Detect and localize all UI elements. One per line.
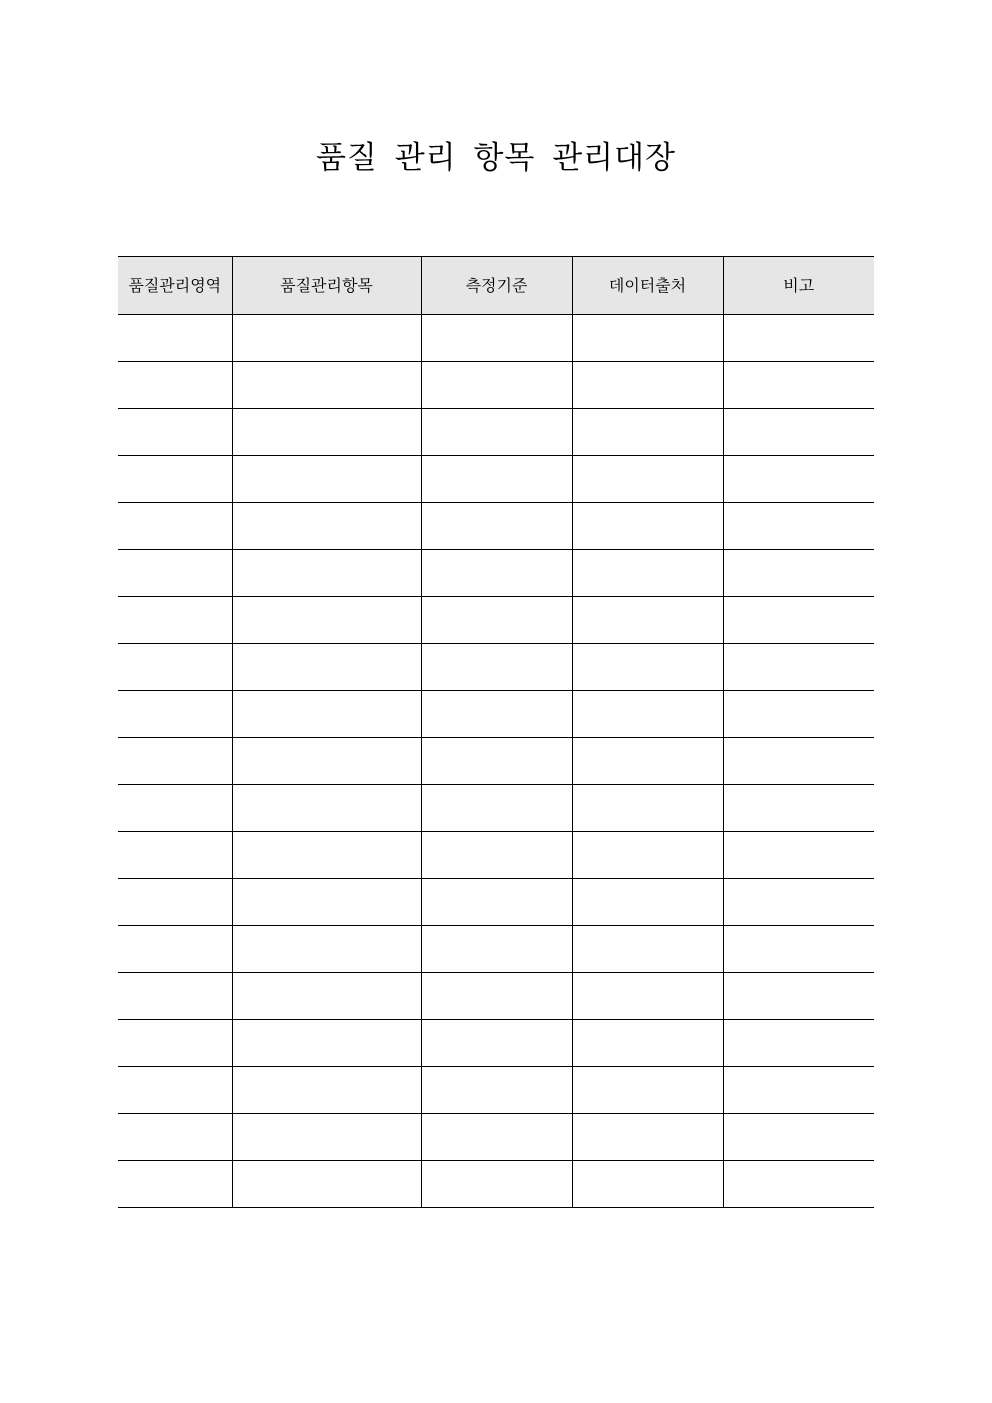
- cell-data-source: [572, 691, 723, 738]
- cell-remarks: [723, 879, 874, 926]
- cell-quality-item: [232, 1067, 421, 1114]
- cell-quality-item: [232, 973, 421, 1020]
- cell-data-source: [572, 1114, 723, 1161]
- cell-quality-area: [118, 550, 232, 597]
- table-row: [118, 691, 874, 738]
- cell-measurement-criteria: [421, 362, 572, 409]
- table-row: [118, 1020, 874, 1067]
- cell-data-source: [572, 1020, 723, 1067]
- cell-quality-item: [232, 832, 421, 879]
- table-row: [118, 597, 874, 644]
- cell-quality-area: [118, 409, 232, 456]
- cell-quality-area: [118, 597, 232, 644]
- table-row: [118, 973, 874, 1020]
- cell-data-source: [572, 644, 723, 691]
- table-row: [118, 926, 874, 973]
- cell-remarks: [723, 1020, 874, 1067]
- cell-remarks: [723, 362, 874, 409]
- cell-measurement-criteria: [421, 738, 572, 785]
- cell-data-source: [572, 738, 723, 785]
- table-header-row: [118, 257, 874, 315]
- cell-measurement-criteria: [421, 409, 572, 456]
- table-row: [118, 362, 874, 409]
- table-row: [118, 1161, 874, 1208]
- table-row: [118, 1114, 874, 1161]
- cell-quality-item: [232, 456, 421, 503]
- table-row: [118, 644, 874, 691]
- cell-measurement-criteria: [421, 926, 572, 973]
- cell-data-source: [572, 926, 723, 973]
- cell-quality-area: [118, 315, 232, 362]
- cell-measurement-criteria: [421, 832, 572, 879]
- cell-quality-area: [118, 644, 232, 691]
- cell-measurement-criteria: [421, 644, 572, 691]
- table-row: [118, 550, 874, 597]
- cell-quality-item: [232, 879, 421, 926]
- cell-remarks: [723, 926, 874, 973]
- cell-remarks: [723, 456, 874, 503]
- table-row: [118, 785, 874, 832]
- cell-measurement-criteria: [421, 691, 572, 738]
- table-row: [118, 456, 874, 503]
- cell-measurement-criteria: [421, 1114, 572, 1161]
- cell-quality-area: [118, 973, 232, 1020]
- cell-quality-area: [118, 1067, 232, 1114]
- cell-remarks: [723, 1161, 874, 1208]
- cell-quality-area: [118, 503, 232, 550]
- cell-remarks: [723, 644, 874, 691]
- cell-quality-item: [232, 597, 421, 644]
- cell-quality-area: [118, 1020, 232, 1067]
- cell-quality-item: [232, 644, 421, 691]
- cell-data-source: [572, 456, 723, 503]
- cell-measurement-criteria: [421, 597, 572, 644]
- cell-quality-area: [118, 785, 232, 832]
- cell-quality-item: [232, 1020, 421, 1067]
- cell-remarks: [723, 1114, 874, 1161]
- cell-data-source: [572, 597, 723, 644]
- cell-data-source: [572, 550, 723, 597]
- header-quality-area: 품질관리영역: [118, 257, 232, 315]
- cell-remarks: [723, 691, 874, 738]
- table-body: [118, 315, 874, 1208]
- header-quality-item: 품질관리항목: [232, 257, 421, 315]
- cell-data-source: [572, 785, 723, 832]
- cell-quality-area: [118, 926, 232, 973]
- cell-quality-area: [118, 1114, 232, 1161]
- cell-measurement-criteria: [421, 1020, 572, 1067]
- cell-remarks: [723, 785, 874, 832]
- cell-measurement-criteria: [421, 456, 572, 503]
- cell-quality-item: [232, 1114, 421, 1161]
- cell-measurement-criteria: [421, 503, 572, 550]
- header-data-source: 데이터출처: [572, 257, 723, 315]
- table-row: [118, 503, 874, 550]
- cell-quality-area: [118, 691, 232, 738]
- cell-data-source: [572, 315, 723, 362]
- cell-measurement-criteria: [421, 785, 572, 832]
- cell-quality-item: [232, 315, 421, 362]
- table-row: [118, 738, 874, 785]
- cell-data-source: [572, 503, 723, 550]
- cell-remarks: [723, 503, 874, 550]
- cell-data-source: [572, 409, 723, 456]
- cell-measurement-criteria: [421, 973, 572, 1020]
- cell-measurement-criteria: [421, 315, 572, 362]
- table-row: [118, 409, 874, 456]
- cell-remarks: [723, 1067, 874, 1114]
- cell-data-source: [572, 1161, 723, 1208]
- cell-remarks: [723, 315, 874, 362]
- cell-remarks: [723, 409, 874, 456]
- cell-measurement-criteria: [421, 1161, 572, 1208]
- cell-remarks: [723, 973, 874, 1020]
- cell-quality-item: [232, 550, 421, 597]
- cell-quality-area: [118, 362, 232, 409]
- cell-quality-item: [232, 409, 421, 456]
- cell-quality-item: [232, 785, 421, 832]
- cell-remarks: [723, 738, 874, 785]
- cell-quality-area: [118, 738, 232, 785]
- cell-quality-area: [118, 879, 232, 926]
- cell-quality-item: [232, 738, 421, 785]
- header-remarks: 비고: [723, 257, 874, 315]
- cell-quality-area: [118, 1161, 232, 1208]
- cell-quality-area: [118, 832, 232, 879]
- cell-data-source: [572, 1067, 723, 1114]
- cell-remarks: [723, 550, 874, 597]
- cell-data-source: [572, 832, 723, 879]
- cell-data-source: [572, 973, 723, 1020]
- cell-measurement-criteria: [421, 1067, 572, 1114]
- cell-quality-area: [118, 456, 232, 503]
- cell-quality-item: [232, 691, 421, 738]
- table-row: [118, 315, 874, 362]
- cell-data-source: [572, 879, 723, 926]
- cell-remarks: [723, 832, 874, 879]
- table-row: [118, 1067, 874, 1114]
- header-measurement-criteria: 측정기준: [421, 257, 572, 315]
- cell-quality-item: [232, 926, 421, 973]
- cell-quality-item: [232, 1161, 421, 1208]
- cell-measurement-criteria: [421, 550, 572, 597]
- cell-measurement-criteria: [421, 879, 572, 926]
- cell-quality-item: [232, 362, 421, 409]
- cell-quality-item: [232, 503, 421, 550]
- table-row: [118, 832, 874, 879]
- cell-remarks: [723, 597, 874, 644]
- cell-data-source: [572, 362, 723, 409]
- table-row: [118, 879, 874, 926]
- quality-management-table: [118, 256, 874, 1208]
- page-title: 품질 관리 항목 관리대장: [315, 140, 677, 176]
